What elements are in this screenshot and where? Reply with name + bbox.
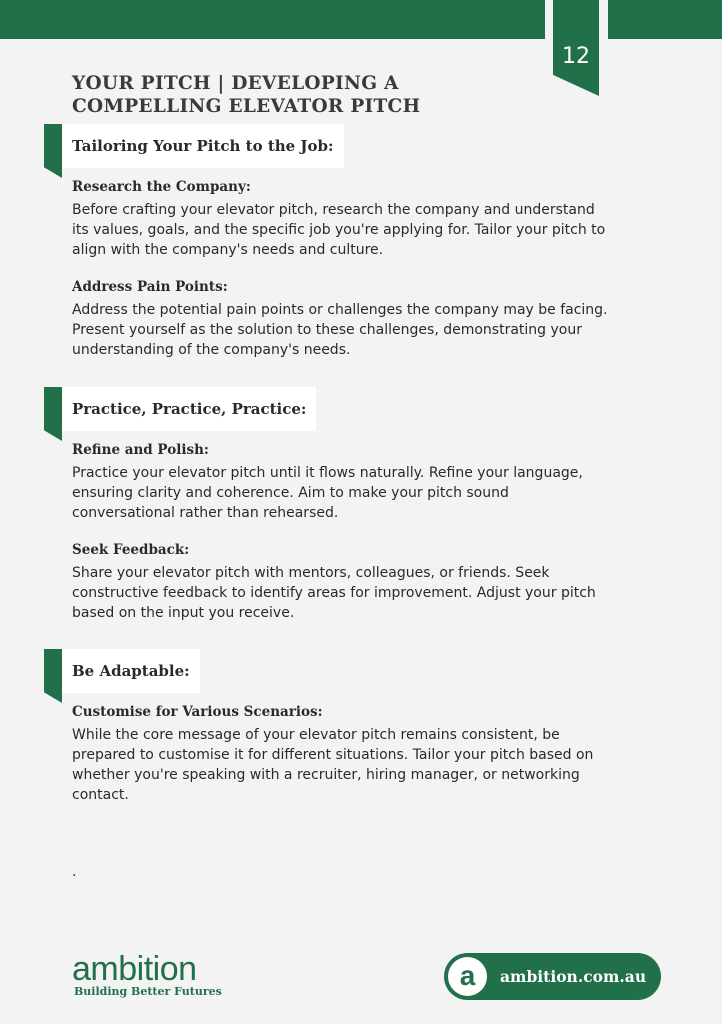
section-heading-label: Tailoring Your Pitch to the Job:	[62, 124, 344, 168]
subheading-feedback: Seek Feedback:	[72, 542, 190, 558]
page-number: 12	[562, 44, 590, 69]
page-title: YOUR PITCH | DEVELOPING A COMPELLING ELEVATOR PITCH	[72, 73, 421, 117]
website-link[interactable]	[444, 953, 661, 1000]
trailing-dot: .	[72, 864, 77, 880]
section-heading-label: Be Adaptable:	[62, 649, 200, 693]
ambition-logo: ambition	[72, 950, 197, 988]
paragraph-feedback: Share your elevator pitch with mentors, colleagues, or friends. Seek constructive feedback to identify areas for improvement. Adjust your pitch based on the input you receive.	[72, 565, 596, 621]
website-url: ambition.com.au	[500, 967, 647, 986]
top-bar-right	[608, 0, 722, 39]
subheading-pain-points: Address Pain Points:	[72, 279, 228, 295]
paragraph-pain-points: Address the potential pain points or challenges the company may be facing. Present yourself as the solution to these challenges, demonstrating your understanding of the company's needs.	[72, 302, 608, 358]
section-heading-label: Practice, Practice, Practice:	[62, 387, 316, 431]
section-accent	[44, 649, 62, 703]
section-accent	[44, 387, 62, 441]
subheading-refine: Refine and Polish:	[72, 442, 209, 458]
paragraph-customise: While the core message of your elevator pitch remains consistent, be prepared to customise it for different situations. Tailor your pitch based on whether you're speaking with a recruiter, hiring manager, or networking contact.	[72, 727, 594, 803]
subheading-research: Research the Company:	[72, 179, 251, 195]
ambition-a-icon: a	[448, 957, 487, 996]
section-accent	[44, 124, 62, 178]
subheading-customise: Customise for Various Scenarios:	[72, 704, 323, 720]
paragraph-research: Before crafting your elevator pitch, research the company and understand its values, goals, and the specific job you're applying for. Tailor your pitch to align with the company's needs and culture.	[72, 202, 606, 258]
top-bar	[0, 0, 545, 39]
logo-tagline: Building Better Futures	[74, 985, 222, 998]
paragraph-refine: Practice your elevator pitch until it flows naturally. Refine your language, ensuring clarity and coherence. Aim to make your pitch sound conversational rather than rehearsed.	[72, 465, 583, 521]
